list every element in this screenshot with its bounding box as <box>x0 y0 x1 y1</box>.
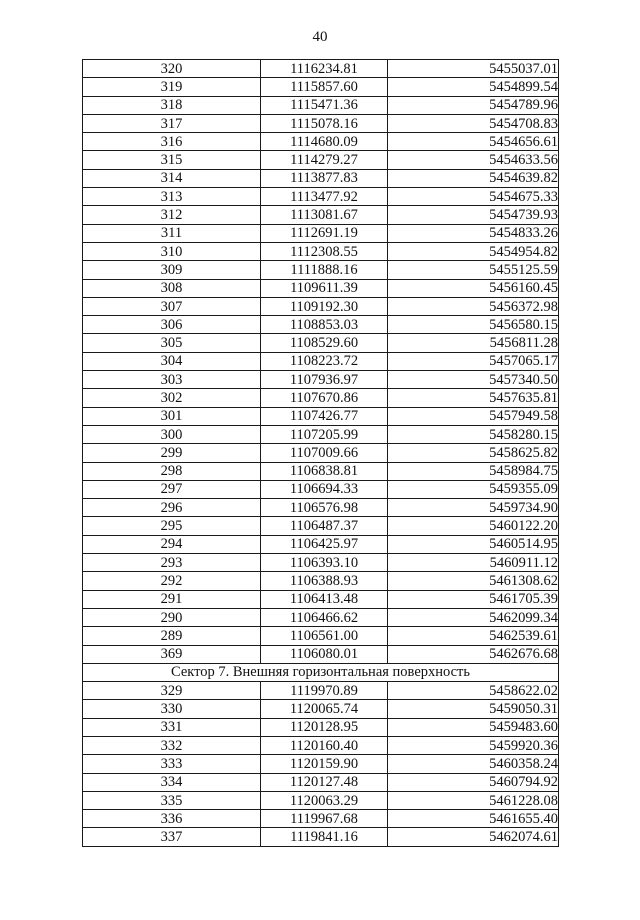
point-number-cell: 332 <box>83 736 261 754</box>
point-number-cell: 335 <box>83 791 261 809</box>
point-number-cell: 303 <box>83 371 261 389</box>
point-number-cell: 318 <box>83 96 261 114</box>
x-coordinate-cell: 1119970.89 <box>261 682 388 700</box>
point-number-cell: 306 <box>83 316 261 334</box>
table-row <box>83 96 559 114</box>
table-row <box>83 316 559 334</box>
x-coordinate-cell: 1106080.01 <box>261 645 388 663</box>
table-row <box>83 554 559 572</box>
point-number-cell: 293 <box>83 554 261 572</box>
x-coordinate-cell: 1119841.16 <box>261 828 388 846</box>
y-coordinate-cell: 5454656.61 <box>388 133 559 151</box>
table-row <box>83 718 559 736</box>
x-coordinate-cell: 1106838.81 <box>261 462 388 480</box>
section-heading-row <box>83 663 559 681</box>
y-coordinate-cell: 5454739.93 <box>388 206 559 224</box>
point-number-cell: 290 <box>83 608 261 626</box>
x-coordinate-cell: 1116234.81 <box>261 60 388 78</box>
coordinates-rows-before <box>83 60 559 664</box>
point-number-cell: 336 <box>83 810 261 828</box>
y-coordinate-cell: 5460122.20 <box>388 517 559 535</box>
x-coordinate-cell: 1106694.33 <box>261 480 388 498</box>
x-coordinate-cell: 1120160.40 <box>261 736 388 754</box>
x-coordinate-cell: 1108529.60 <box>261 334 388 352</box>
y-coordinate-cell: 5458984.75 <box>388 462 559 480</box>
point-number-cell: 330 <box>83 700 261 718</box>
y-coordinate-cell: 5462539.61 <box>388 627 559 645</box>
x-coordinate-cell: 1107426.77 <box>261 407 388 425</box>
table-row <box>83 334 559 352</box>
y-coordinate-cell: 5458622.02 <box>388 682 559 700</box>
x-coordinate-cell: 1112691.19 <box>261 224 388 242</box>
table-row <box>83 736 559 754</box>
table-row <box>83 810 559 828</box>
x-coordinate-cell: 1113877.83 <box>261 169 388 187</box>
y-coordinate-cell: 5456160.45 <box>388 279 559 297</box>
x-coordinate-cell: 1106487.37 <box>261 517 388 535</box>
y-coordinate-cell: 5455037.01 <box>388 60 559 78</box>
y-coordinate-cell: 5454954.82 <box>388 242 559 260</box>
table-row <box>83 279 559 297</box>
point-number-cell: 320 <box>83 60 261 78</box>
y-coordinate-cell: 5460514.95 <box>388 535 559 553</box>
coordinates-rows-after <box>83 682 559 847</box>
x-coordinate-cell: 1109192.30 <box>261 297 388 315</box>
x-coordinate-cell: 1112308.55 <box>261 242 388 260</box>
table-row <box>83 297 559 315</box>
table-row <box>83 517 559 535</box>
y-coordinate-cell: 5454899.54 <box>388 78 559 96</box>
x-coordinate-cell: 1106466.62 <box>261 608 388 626</box>
table-row <box>83 444 559 462</box>
point-number-cell: 302 <box>83 389 261 407</box>
table-row <box>83 169 559 187</box>
point-number-cell: 297 <box>83 480 261 498</box>
x-coordinate-cell: 1106413.48 <box>261 590 388 608</box>
y-coordinate-cell: 5459050.31 <box>388 700 559 718</box>
point-number-cell: 312 <box>83 206 261 224</box>
point-number-cell: 319 <box>83 78 261 96</box>
point-number-cell: 334 <box>83 773 261 791</box>
y-coordinate-cell: 5461228.08 <box>388 791 559 809</box>
y-coordinate-cell: 5454633.56 <box>388 151 559 169</box>
y-coordinate-cell: 5454833.26 <box>388 224 559 242</box>
point-number-cell: 329 <box>83 682 261 700</box>
y-coordinate-cell: 5456372.98 <box>388 297 559 315</box>
point-number-cell: 295 <box>83 517 261 535</box>
x-coordinate-cell: 1106561.00 <box>261 627 388 645</box>
point-number-cell: 305 <box>83 334 261 352</box>
y-coordinate-cell: 5460911.12 <box>388 554 559 572</box>
table-row <box>83 261 559 279</box>
y-coordinate-cell: 5462099.34 <box>388 608 559 626</box>
table-row <box>83 133 559 151</box>
point-number-cell: 307 <box>83 297 261 315</box>
x-coordinate-cell: 1115078.16 <box>261 114 388 132</box>
x-coordinate-cell: 1119967.68 <box>261 810 388 828</box>
x-coordinate-cell: 1106388.93 <box>261 572 388 590</box>
y-coordinate-cell: 5457340.50 <box>388 371 559 389</box>
point-number-cell: 331 <box>83 718 261 736</box>
y-coordinate-cell: 5454789.96 <box>388 96 559 114</box>
y-coordinate-cell: 5456580.15 <box>388 316 559 334</box>
point-number-cell: 313 <box>83 188 261 206</box>
y-coordinate-cell: 5460794.92 <box>388 773 559 791</box>
table-row <box>83 78 559 96</box>
point-number-cell: 308 <box>83 279 261 297</box>
y-coordinate-cell: 5459483.60 <box>388 718 559 736</box>
y-coordinate-cell: 5454708.83 <box>388 114 559 132</box>
table-row <box>83 700 559 718</box>
y-coordinate-cell: 5458280.15 <box>388 425 559 443</box>
y-coordinate-cell: 5460358.24 <box>388 755 559 773</box>
point-number-cell: 296 <box>83 499 261 517</box>
x-coordinate-cell: 1114680.09 <box>261 133 388 151</box>
y-coordinate-cell: 5457635.81 <box>388 389 559 407</box>
y-coordinate-cell: 5462676.68 <box>388 645 559 663</box>
y-coordinate-cell: 5462074.61 <box>388 828 559 846</box>
table-row <box>83 791 559 809</box>
table-row <box>83 645 559 663</box>
table-row <box>83 627 559 645</box>
table-row <box>83 773 559 791</box>
table-row <box>83 590 559 608</box>
table-row <box>83 371 559 389</box>
table-row <box>83 828 559 846</box>
x-coordinate-cell: 1106576.98 <box>261 499 388 517</box>
x-coordinate-cell: 1120063.29 <box>261 791 388 809</box>
point-number-cell: 369 <box>83 645 261 663</box>
x-coordinate-cell: 1108853.03 <box>261 316 388 334</box>
table-row <box>83 462 559 480</box>
y-coordinate-cell: 5458625.82 <box>388 444 559 462</box>
table-row <box>83 389 559 407</box>
point-number-cell: 299 <box>83 444 261 462</box>
coordinates-table <box>82 59 559 847</box>
point-number-cell: 314 <box>83 169 261 187</box>
table-row <box>83 188 559 206</box>
point-number-cell: 311 <box>83 224 261 242</box>
x-coordinate-cell: 1115857.60 <box>261 78 388 96</box>
point-number-cell: 300 <box>83 425 261 443</box>
point-number-cell: 309 <box>83 261 261 279</box>
point-number-cell: 289 <box>83 627 261 645</box>
y-coordinate-cell: 5459920.36 <box>388 736 559 754</box>
x-coordinate-cell: 1115471.36 <box>261 96 388 114</box>
x-coordinate-cell: 1107009.66 <box>261 444 388 462</box>
table-row <box>83 151 559 169</box>
table-row <box>83 425 559 443</box>
point-number-cell: 337 <box>83 828 261 846</box>
point-number-cell: 317 <box>83 114 261 132</box>
table-row <box>83 682 559 700</box>
section-block <box>83 663 559 681</box>
x-coordinate-cell: 1108223.72 <box>261 352 388 370</box>
x-coordinate-cell: 1120065.74 <box>261 700 388 718</box>
x-coordinate-cell: 1114279.27 <box>261 151 388 169</box>
y-coordinate-cell: 5461705.39 <box>388 590 559 608</box>
y-coordinate-cell: 5456811.28 <box>388 334 559 352</box>
y-coordinate-cell: 5457065.17 <box>388 352 559 370</box>
table-row <box>83 572 559 590</box>
table-row <box>83 242 559 260</box>
point-number-cell: 301 <box>83 407 261 425</box>
table-row <box>83 224 559 242</box>
point-number-cell: 310 <box>83 242 261 260</box>
point-number-cell: 333 <box>83 755 261 773</box>
x-coordinate-cell: 1111888.16 <box>261 261 388 279</box>
page-number: 40 <box>312 29 328 45</box>
y-coordinate-cell: 5454675.33 <box>388 188 559 206</box>
table-row <box>83 535 559 553</box>
x-coordinate-cell: 1113081.67 <box>261 206 388 224</box>
section-heading: Сектор 7. Внешняя горизонтальная поверхность <box>83 663 559 681</box>
x-coordinate-cell: 1109611.39 <box>261 279 388 297</box>
x-coordinate-cell: 1106425.97 <box>261 535 388 553</box>
table-row <box>83 480 559 498</box>
x-coordinate-cell: 1120128.95 <box>261 718 388 736</box>
x-coordinate-cell: 1120159.90 <box>261 755 388 773</box>
y-coordinate-cell: 5455125.59 <box>388 261 559 279</box>
table-row <box>83 608 559 626</box>
table-row <box>83 499 559 517</box>
point-number-cell: 291 <box>83 590 261 608</box>
y-coordinate-cell: 5461308.62 <box>388 572 559 590</box>
x-coordinate-cell: 1107670.86 <box>261 389 388 407</box>
point-number-cell: 304 <box>83 352 261 370</box>
x-coordinate-cell: 1107936.97 <box>261 371 388 389</box>
point-number-cell: 292 <box>83 572 261 590</box>
y-coordinate-cell: 5459734.90 <box>388 499 559 517</box>
x-coordinate-cell: 1106393.10 <box>261 554 388 572</box>
y-coordinate-cell: 5454639.82 <box>388 169 559 187</box>
x-coordinate-cell: 1120127.48 <box>261 773 388 791</box>
table-row <box>83 755 559 773</box>
x-coordinate-cell: 1107205.99 <box>261 425 388 443</box>
point-number-cell: 298 <box>83 462 261 480</box>
table-row <box>83 206 559 224</box>
table-row <box>83 352 559 370</box>
point-number-cell: 315 <box>83 151 261 169</box>
table-row <box>83 114 559 132</box>
y-coordinate-cell: 5457949.58 <box>388 407 559 425</box>
y-coordinate-cell: 5459355.09 <box>388 480 559 498</box>
point-number-cell: 316 <box>83 133 261 151</box>
table-row <box>83 60 559 78</box>
x-coordinate-cell: 1113477.92 <box>261 188 388 206</box>
table-row <box>83 407 559 425</box>
point-number-cell: 294 <box>83 535 261 553</box>
y-coordinate-cell: 5461655.40 <box>388 810 559 828</box>
